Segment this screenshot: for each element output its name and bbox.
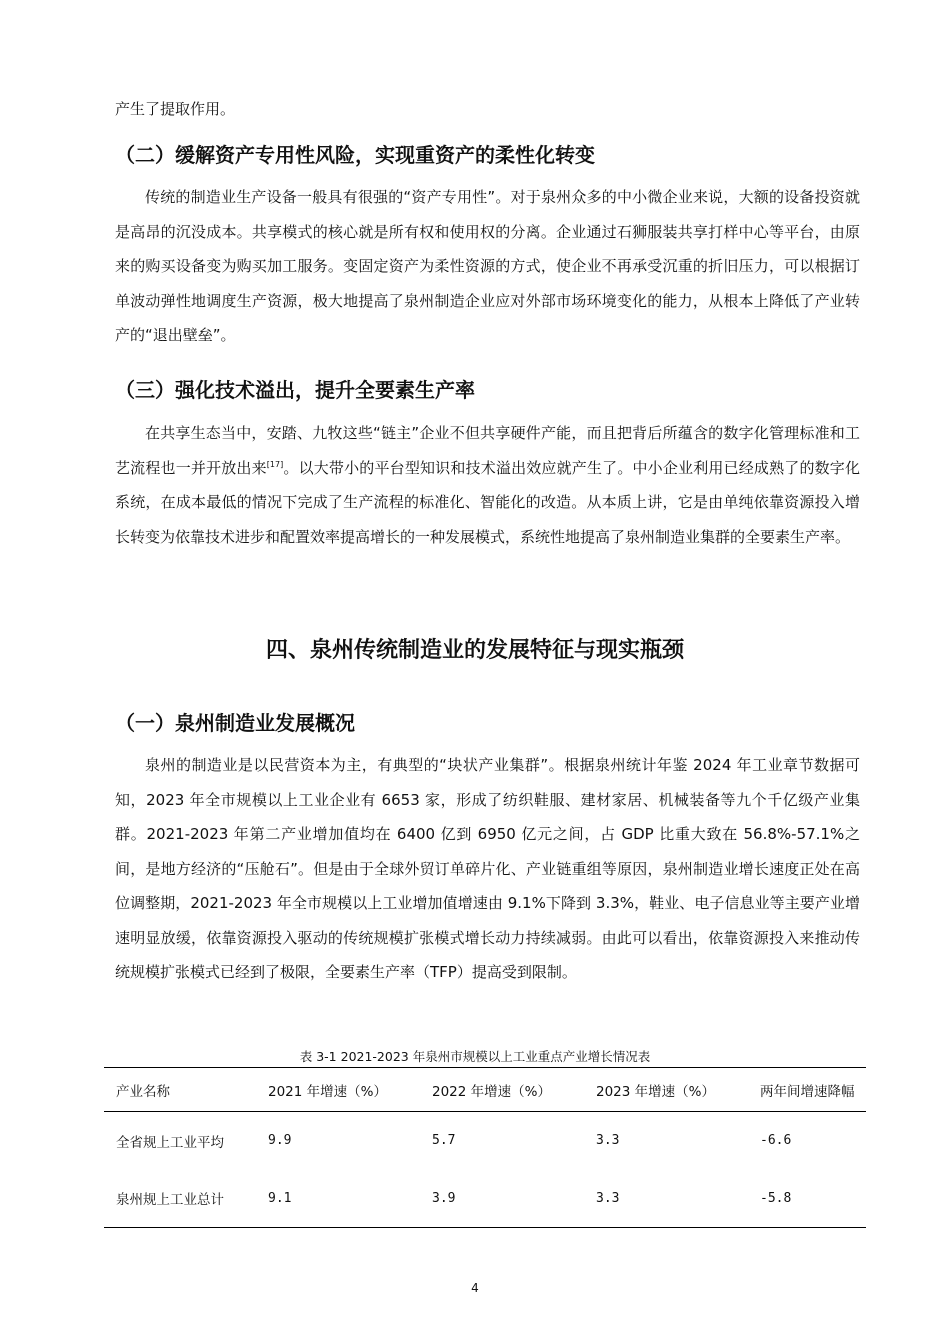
section-2-text: 传统的制造业生产设备一般具有很强的“资产专用性”。对于泉州众多的中小微企业来说，大额的设备投资就是高昂的沉没成本。共享模式的核心就是所有权和使用权的分离。企业通过石狮服装共享打样中心等平台，由原来的购买设备变为购买加工服务。变固定资产为柔性资源的方式，使企业不再承受沉重的折旧压力，可以根据订单波动弹性地调度生产资源，极大地提高了泉州制造企业应对外部市场环境变化的能力，从根本上降低了产业转产的“退出壁垒”。	[115, 188, 860, 344]
header-decline: 两年间增速降幅	[760, 1083, 855, 1100]
table-cell: 全省规上工业平均	[116, 1134, 224, 1151]
chapter-4-heading: 四、泉州传统制造业的发展特征与现实瓶颈	[265, 638, 684, 663]
intro-paragraph	[115, 92, 860, 127]
table-row	[104, 1112, 866, 1170]
table-cell: 3.3	[596, 1133, 620, 1149]
growth-table	[104, 1067, 866, 1228]
section-3-heading: （三）强化技术溢出，提升全要素生产率	[115, 378, 475, 402]
section-4-1-text: 泉州的制造业是以民营资本为主，有典型的“块状产业集群”。根据泉州统计年鉴 2024 年工业章节数据可知，2023 年全市规模以上工业企业有 6653 家，形成了纺织鞋服、建材家居、机械装备等九个千亿级产业集群。2021-2023 年第二产业增加值均在 6400 亿到 6950 亿元之间，占 GDP 比重大致在 56.8%-57.1%之间，是地方经济的“压舱石”。但是由于全球外贸订单碎片化、产业链重组等原因，泉州制造业增长速度正处在高位调整期，2021-2023 年全市规模以上工业增加值增速由 9.1%下降到 3.3%，鞋业、电子信息业等主要产业增速明显放缓，依靠资源投入驱动的传统规模扩张模式增长动力持续减弱。由此可以看出，依靠资源投入来推动传统规模扩张模式已经到了极限，全要素生产率（TFP）提高受到限制。	[115, 756, 860, 981]
section-3-text-part2: 。以大带小的平台型知识和技术溢出效应就产生了。中小企业利用已经成熟了的数字化系统，在成本最低的情况下完成了生产流程的标准化、智能化的改造。从本质上讲，它是由单纯依靠资源投入增长转变为依靠技术进步和配置效率提高增长的一种发展模式，系统性地提高了泉州制造业集群的全要素生产率。	[115, 458, 860, 546]
table-cell: 5.7	[432, 1133, 456, 1149]
table-cell: 3.9	[432, 1190, 456, 1206]
citation-17: [17]	[266, 459, 284, 469]
table-row	[104, 1170, 866, 1228]
section-3-text-part1: 在共享生态当中，安踏、九牧这些“链主”企业不但共享硬件产能，而且把背后所蕴含的数字化管理标准和工艺流程也一并开放出来	[115, 424, 860, 477]
section-3-text	[115, 416, 860, 554]
section-4-1-heading: （一）泉州制造业发展概况	[115, 711, 355, 735]
table-cell: -6.6	[760, 1133, 792, 1149]
page-number: 4	[471, 1281, 479, 1295]
section-2-heading: （二）缓解资产专用性风险，实现重资产的柔性化转变	[115, 143, 595, 167]
table-cell: 泉州规上工业总计	[116, 1192, 224, 1209]
header-2021: 2021 年增速（%）	[268, 1083, 387, 1100]
section-3-paragraph	[115, 416, 860, 554]
header-2022: 2022 年增速（%）	[432, 1083, 551, 1100]
section-4-1-paragraph	[115, 748, 860, 990]
table-caption: 表 3-1 2021-2023 年泉州市规模以上工业重点产业增长情况表	[299, 1049, 651, 1064]
header-industry: 产业名称	[116, 1083, 170, 1100]
section-2-paragraph	[115, 180, 860, 353]
table-cell: -5.8	[760, 1190, 792, 1206]
header-2023: 2023 年增速（%）	[596, 1083, 715, 1100]
table-cell: 9.9	[268, 1133, 292, 1149]
table-cell: 3.3	[596, 1190, 620, 1206]
table-header-row	[104, 1068, 866, 1112]
intro-text: 产生了提取作用。	[115, 100, 236, 118]
table-cell: 9.1	[268, 1190, 292, 1206]
